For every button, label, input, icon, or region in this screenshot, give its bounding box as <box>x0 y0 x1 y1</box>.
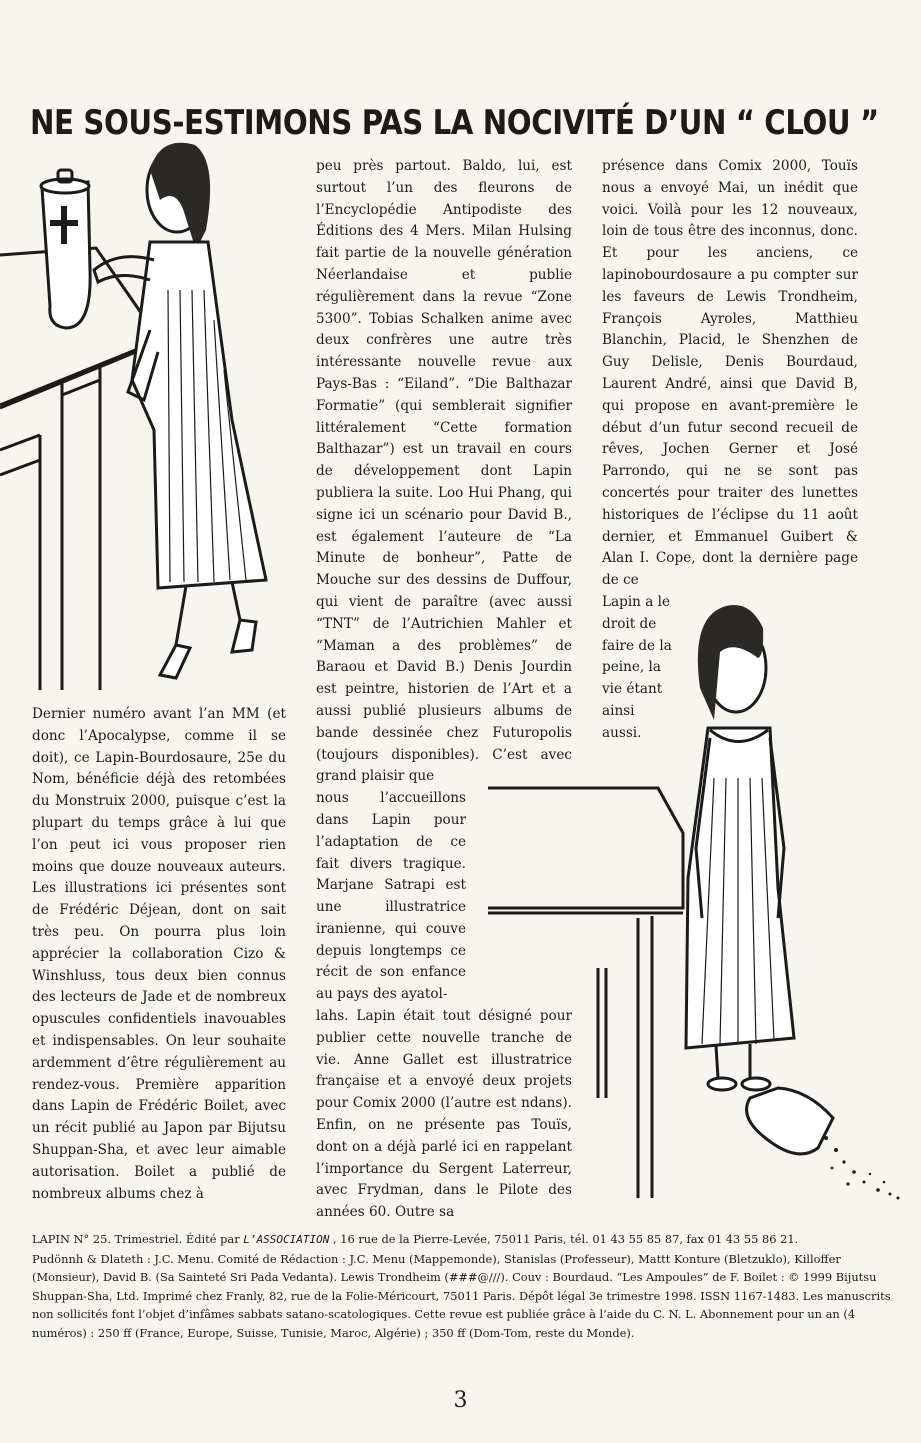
column-middle-bottom-text: lahs. Lapin était tout désigné pour publier cette nouvelle tranche de vie. Anne Gallet est illustratrice française et a envoyé deux projets pour Comix 2000 (l’autre est ndans). Enfin, on ne présente pas Touïs, dont on a déjà parlé ici en rappelant l’importance du Sergent Laterreur, avec Frydman, dans le Pilote des années 60. Outre sa <box>316 1008 572 1221</box>
column-middle <box>316 156 572 1224</box>
colophon-details: Pudönnh & Dlateth : J.C. Menu. Comité de Rédaction : J.C. Menu (Mappemonde), Stanislas (Professeur), Mattt Konture (Bletzuklo), Killoffer (Monsieur), David B. (Sa Sainteté Sri Pada Vedanta). Lewis Trondheim (###@///). Couv : Bourdaud. “Les Ampoules” de F. Boilet : © 1999 Bijutsu Shuppan-Sha, Ltd. Imprimé chez Franly, 82, rue de la Folie-Méricourt, 75011 Paris. Dépôt légal 3e trimestre 1998. ISSN 1167-1483. Les manuscrits non sollicités font l’objet d’infâmes sabbats satano-scatologiques. Cette revue est publiée grâce à l’aide du C. N. L. Abonnement pour un an (4 numéros) : 250 ff (France, Europe, Suisse, Tunisie, Maroc, Algérie) ; 350 ff (Dom-Tom, reste du Monde). <box>32 1251 891 1340</box>
colophon-publisher: LAPIN N° 25. Trimestriel. Édité par <box>32 1232 240 1246</box>
column-right-top-text: présence dans Comix 2000, Touïs nous a envoyé Mai, un inédit que voici. Voilà pour les 12 nouveaux, loin de tous être des inconnus, donc. Et pour les anciens, ce lapinobourdosaure a pu compter sur les faveurs de Lewis Trondheim, François Ayroles, Matthieu Blanchin, Placid, le Shenzhen de Guy Delisle, Denis Bourdaud, Laurent André, ainsi que David B, qui propose en avant-première le début d’un futur second recueil de rêves, Jochen Gerner et José Parrondo, qui ne se sont pas concertés pour traiter des lunettes historiques de l’éclipse du 11 août dernier, et Emmanuel Guibert & Alan I. Cope, dont la dernière page de ce <box>602 158 858 589</box>
column-left-text: Dernier numéro avant l’an MM (et donc l’Apocalypse, comme il se doit), ce Lapin-Bourdosaure, 25e du Nom, bénéficie déjà des retombées du Monstruix 2000, puisque c’est la plupart du temps grâce à lui que l’on peut ici vous proposer rien moins que douze nouveaux auteurs. Les illustrations ici présentes sont de Frédéric Déjean, dont on sait très peu. On pourra plus loin apprécier la collaboration Cizo & Winshluss, tous deux bien connus des lecteurs de Jade et de nombreux opuscules confidentiels inavouables et indispensables. On leur souhaite ardemment d’être régulièrement au rendez-vous. Première apparition dans Lapin de Frédéric Boilet, avec un récit publié au Japon par Bijutsu Shuppan-Sha, et avec leur aimable autorisation. Boilet a publié de nombreux albums chez à <box>32 706 286 1202</box>
colophon <box>32 1230 894 1343</box>
illustration-girl-with-vase <box>0 130 290 700</box>
column-middle-narrow-text: nous l’accueillons dans Lapin pour l’adaptation de ce fait divers tragique. Marjane Satrapi est une illustratrice iranienne, qui couve depuis longtemps ce récit de son enfance au pays des ayatol- <box>316 790 466 1003</box>
colophon-address: , 16 rue de la Pierre-Levée, 75011 Paris, tél. 01 43 55 85 87, fax 01 43 55 86 21. <box>332 1232 799 1246</box>
page-number: 3 <box>453 1388 468 1413</box>
column-middle-top-text: peu près partout. Baldo, lui, est surtout l’un des fleurons de l’Encyclopédie Antipodiste des Éditions des 4 Mers. Milan Hulsing fait partie de la nouvelle génération Néerlandaise et publie régulièrement dans la revue “Zone 5300”. Tobias Schalken anime avec deux confrères une autre très intéressante nouvelle revue aux Pays-Bas : “Eiland”. “Die Balthazar Formatie” (qui semblerait signifier littéralement “Cette formation Balthazar”) est un travail en cours de développement dont Lapin publiera la suite. Loo Hui Phang, qui signe ici un scénario pour David B., est également l’auteure de “La Minute de bonheur”, Patte de Mouche sur des dessins de Duffour, qui vient de paraître (avec aussi “TNT” de l’Autrichien Mahler et “Maman a des problèmes” de Baraou et David B.) Denis Jourdin est peintre, historien de l’Art et a aussi publié plusieurs albums de bande dessinée chez Futuropolis (toujours disponibles). C’est avec grand plaisir que <box>316 158 572 785</box>
colophon-line1 <box>32 1230 894 1250</box>
article-title: NE SOUS-ESTIMONS PAS LA NOCIVITÉ D’UN “ CLOU ” <box>30 102 879 143</box>
column-left <box>32 704 286 1205</box>
column-right <box>602 156 858 745</box>
association-logo: L’ASSOCIATION <box>243 1233 330 1246</box>
column-right-narrow-text: Lapin a le droit de faire de la peine, la vie étant ainsi aussi. <box>602 593 672 741</box>
